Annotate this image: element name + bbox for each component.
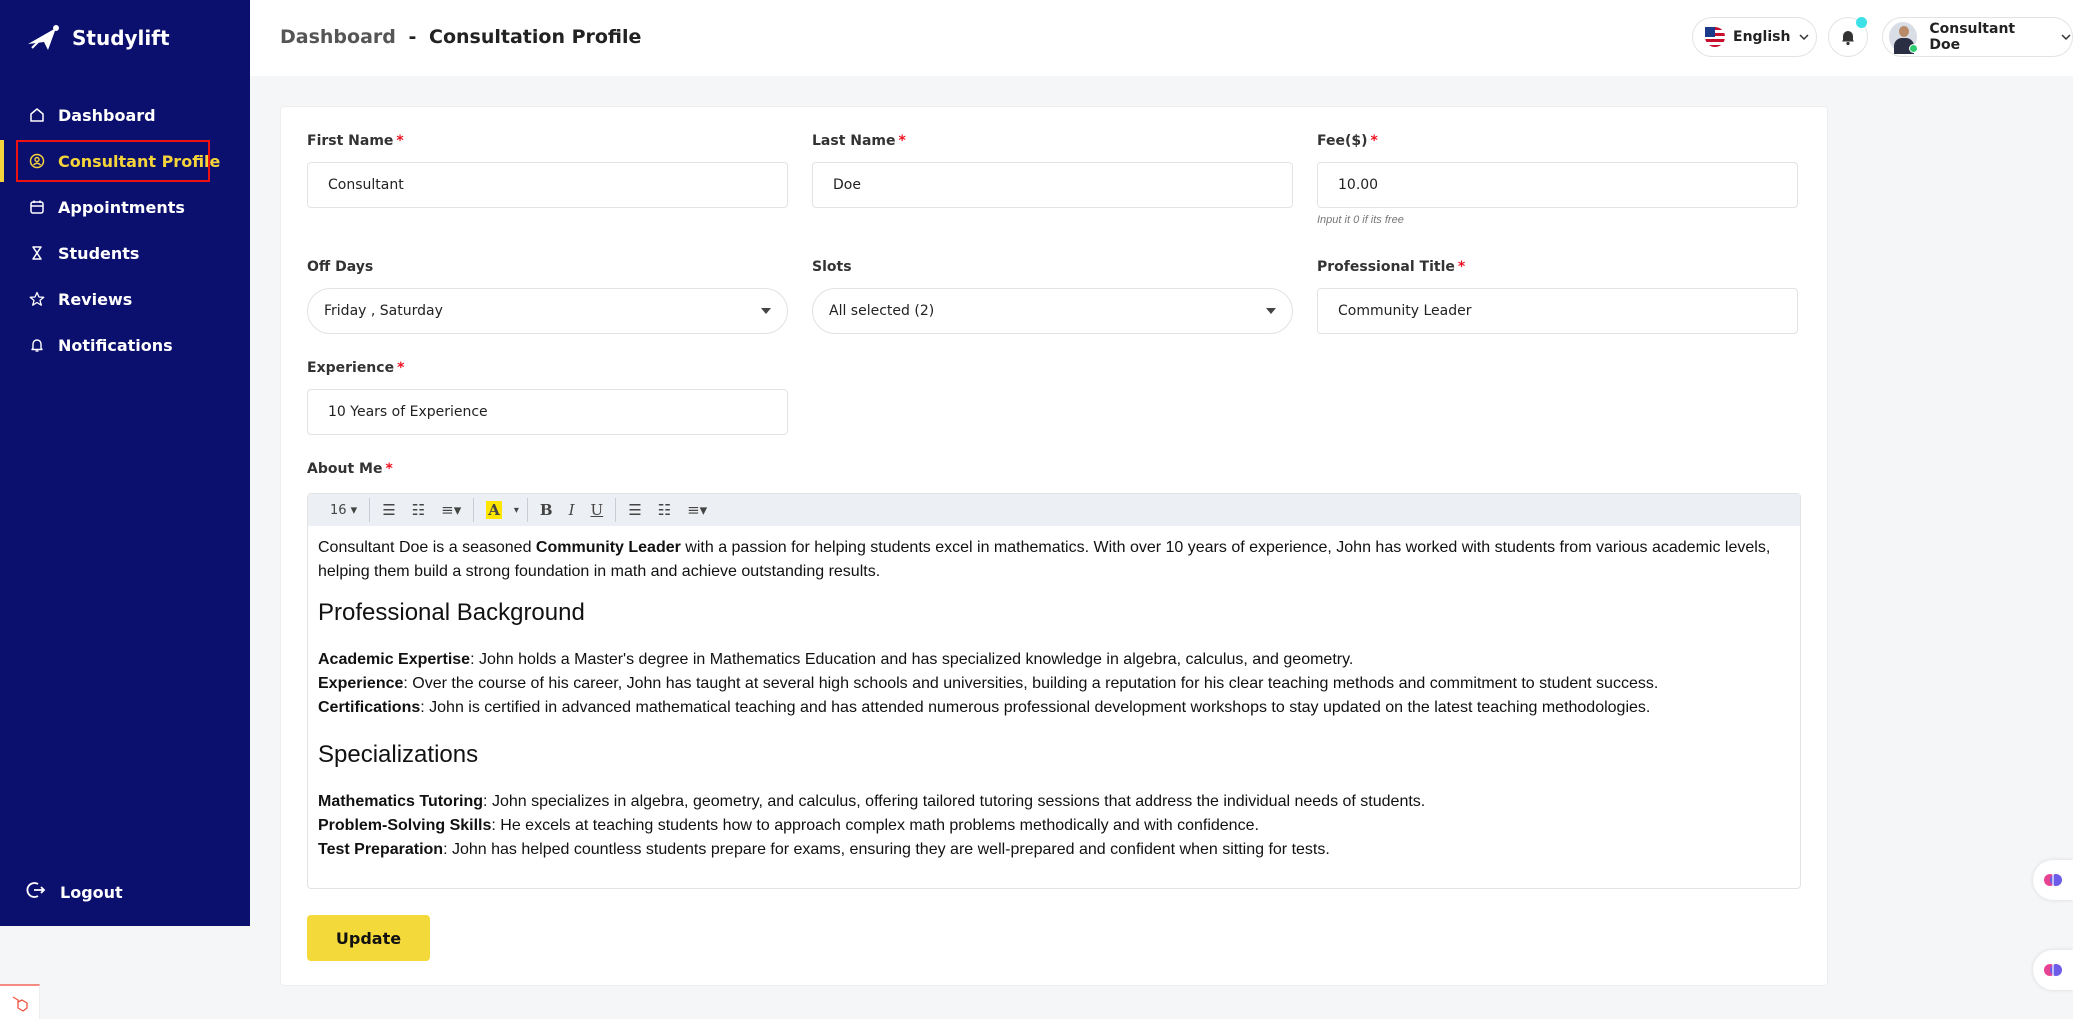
logout-icon — [26, 880, 46, 904]
professional-title-field — [1317, 259, 1798, 334]
first-name-input[interactable]: Consultant — [307, 162, 788, 208]
list-item: Experience: Over the course of his career, John has taught at several high schools and universities, building a reputation for his clear teaching methods and commitment to student success. — [318, 675, 1659, 692]
unordered-list-icon[interactable]: ☰ — [628, 501, 642, 519]
assistant-widget-button[interactable] — [2033, 860, 2073, 900]
breadcrumb — [280, 26, 641, 48]
profile-form-card — [280, 106, 1828, 986]
rich-text-editor — [307, 493, 1801, 889]
list-item: Test Preparation: John has helped countless students prepare for exams, ensuring they are well-prepared and confident when sitting for tests. — [318, 841, 1330, 858]
sidebar-item-reviews[interactable] — [0, 276, 250, 322]
page-title: Consultation Profile — [429, 26, 642, 48]
debug-bar-icon[interactable] — [0, 984, 40, 1019]
heading-professional-background: Professional Background — [318, 599, 585, 626]
intro-paragraph: Consultant Doe is a seasoned Community Leader with a passion for helping students excel in mathematics. With over 10 years of experience, John has worked with students from various academic levels, helping them build a strong foundation in math and achieve outstanding results. — [318, 539, 1771, 580]
sidebar-item-dashboard[interactable] — [0, 92, 250, 138]
align-dropdown-icon[interactable]: ≡▾ — [441, 501, 462, 519]
bold-icon[interactable]: B — [539, 501, 553, 519]
last-name-input[interactable]: Doe — [812, 162, 1293, 208]
heading-specializations: Specializations — [318, 741, 479, 768]
bell-icon — [1839, 28, 1857, 46]
sidebar — [0, 0, 250, 926]
bullet-list-icon[interactable]: ☰ — [382, 501, 396, 519]
color-dropdown-icon[interactable]: ▾ — [513, 504, 519, 516]
highlight-box — [16, 140, 210, 182]
off-days-field — [307, 259, 788, 334]
topbar — [250, 0, 2073, 76]
language-label: English — [1733, 29, 1791, 45]
breadcrumb-separator: - — [408, 26, 417, 48]
sidebar-item-label: Consultant Profile — [58, 151, 221, 171]
notification-dot — [1856, 17, 1867, 28]
caret-down-icon — [761, 308, 771, 314]
laravel-icon — [10, 993, 30, 1013]
app-logo[interactable] — [26, 22, 170, 54]
underline-icon[interactable]: U — [590, 501, 604, 519]
highlight-color-icon[interactable]: A — [488, 501, 500, 519]
professional-title-label: Professional Title * — [1317, 259, 1466, 275]
slots-select[interactable] — [812, 288, 1293, 334]
slots-label: Slots — [812, 259, 852, 275]
caret-down-icon — [1266, 308, 1276, 314]
paragraph-dropdown-icon[interactable]: ≡▾ — [687, 501, 708, 519]
assistant-widget-button[interactable] — [2033, 950, 2073, 990]
sidebar-nav — [0, 92, 250, 368]
first-name-label: First Name * — [307, 133, 404, 149]
sidebar-item-label: Appointments — [58, 197, 185, 217]
fee-field — [1317, 133, 1798, 226]
sidebar-item-appointments[interactable] — [0, 184, 250, 230]
editor-content[interactable] — [308, 526, 1800, 862]
experience-input[interactable]: 10 Years of Experience — [307, 389, 788, 435]
professional-title-input[interactable]: Community Leader — [1317, 288, 1798, 334]
chevron-down-icon — [2060, 31, 2072, 43]
home-icon — [28, 106, 46, 124]
chevron-down-icon — [1798, 31, 1810, 43]
numbered-list-icon[interactable]: ☷ — [411, 501, 426, 519]
first-name-field — [307, 133, 788, 208]
list-item: Mathematics Tutoring: John specializes in algebra, geometry, and calculus, offering tailored tutoring sessions that address the individual needs of students. — [318, 793, 1426, 810]
specializations-list — [318, 790, 1790, 862]
fee-input[interactable]: 10.00 — [1317, 162, 1798, 208]
bell-icon — [28, 336, 46, 354]
sidebar-item-consultant-profile[interactable] — [0, 138, 250, 184]
students-icon — [28, 244, 46, 262]
user-menu[interactable] — [1882, 17, 2073, 57]
notifications-button[interactable] — [1828, 17, 1868, 57]
sidebar-item-notifications[interactable] — [0, 322, 250, 368]
update-button[interactable]: Update — [307, 915, 430, 961]
last-name-field — [812, 133, 1293, 208]
breadcrumb-dashboard[interactable]: Dashboard — [280, 26, 396, 48]
list-item: Certifications: John is certified in advanced mathematical teaching and has attended numerous professional development workshops to stay updated on the latest teaching methodologies. — [318, 699, 1651, 716]
slots-value: All selected (2) — [829, 303, 935, 319]
italic-icon[interactable]: I — [568, 501, 575, 519]
sidebar-item-label: Dashboard — [58, 105, 156, 125]
sidebar-item-label: Students — [58, 243, 140, 263]
last-name-label: Last Name * — [812, 133, 906, 149]
app-name: Studylift — [72, 26, 170, 50]
background-list — [318, 648, 1790, 720]
logo-icon — [26, 22, 64, 54]
off-days-select[interactable] — [307, 288, 788, 334]
list-item: Problem-Solving Skills: He excels at teaching students how to approach complex math problems methodically and with confidence. — [318, 817, 1259, 834]
list-item: Academic Expertise: John holds a Master's degree in Mathematics Education and has specialized knowledge in algebra, calculus, and geometry. — [318, 651, 1354, 668]
ordered-list-icon[interactable]: ☷ — [657, 501, 672, 519]
brain-icon — [2043, 870, 2063, 890]
online-status-dot — [1909, 44, 1918, 53]
fee-label: Fee($) * — [1317, 133, 1378, 149]
font-size-dropdown[interactable]: 16 ▾ — [330, 502, 358, 518]
star-icon — [28, 290, 46, 308]
calendar-icon — [28, 198, 46, 216]
off-days-label: Off Days — [307, 259, 374, 275]
slots-field — [812, 259, 1293, 334]
experience-label: Experience * — [307, 360, 405, 376]
about-me-label: About Me * — [307, 461, 393, 477]
off-days-value: Friday , Saturday — [324, 303, 443, 319]
experience-field — [307, 360, 788, 435]
logout-button[interactable] — [26, 880, 123, 904]
editor-toolbar — [308, 494, 1800, 526]
us-flag-icon — [1705, 27, 1725, 47]
language-selector[interactable] — [1692, 17, 1817, 57]
sidebar-item-label: Reviews — [58, 289, 133, 309]
user-name: Consultant Doe — [1929, 21, 2016, 53]
brain-icon — [2043, 960, 2063, 980]
about-me-field — [307, 461, 393, 490]
fee-hint: Input it 0 if its free — [1317, 214, 1404, 226]
sidebar-item-students[interactable] — [0, 230, 250, 276]
sidebar-item-label: Notifications — [58, 335, 173, 355]
logout-label: Logout — [60, 882, 123, 902]
